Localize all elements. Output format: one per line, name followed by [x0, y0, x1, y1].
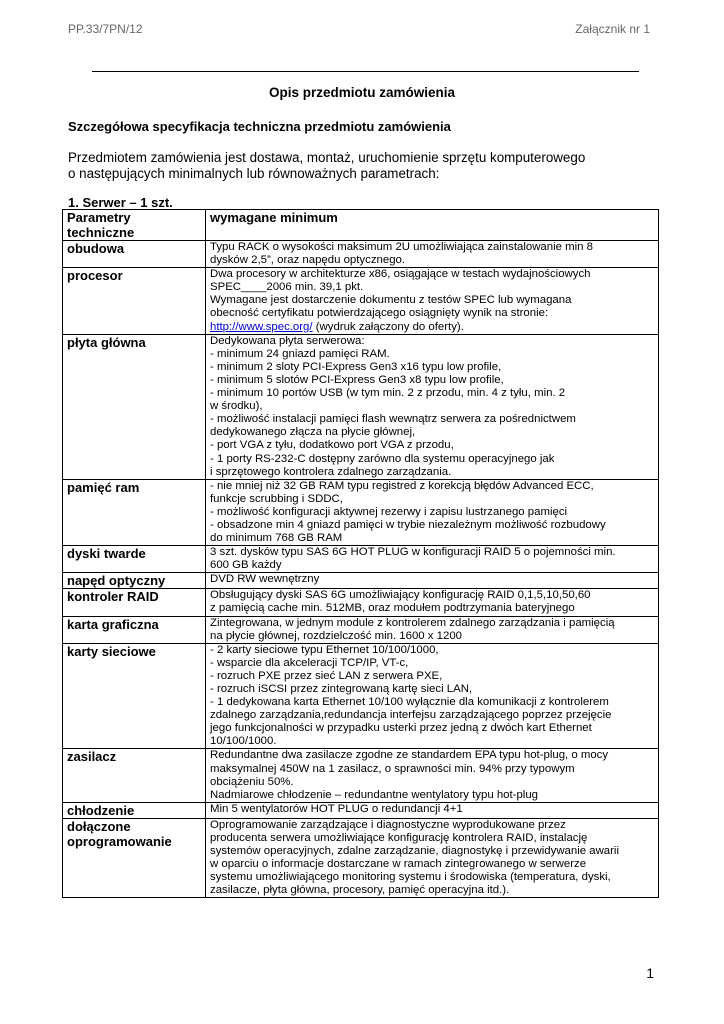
parameter-label [63, 546, 206, 573]
requirement-line: Obsługujący dyski SAS 6G umożliwiający konfigurację RAID 0,1,5,10,50,60 [210, 589, 591, 602]
requirement-line: z pamięcią cache min. 512MB, oraz modułem podtrzymania bateryjnego [210, 602, 575, 615]
table-row [63, 241, 659, 268]
parameter-label-line: pamięć ram [67, 479, 140, 495]
parameter-label-line: zasilacz [67, 749, 117, 765]
requirement-line: - port VGA z tyłu, dodatkowo port VGA z przodu, [210, 439, 454, 452]
parameter-label-line: dołączone [67, 818, 131, 834]
requirement-line: Oprogramowanie zarządzające i diagnostyczne wyprodukowane przez [210, 818, 566, 831]
requirement-line: - możliwość konfiguracji aktywnej rezerwy i zapisu lustrzanego pamięci [210, 505, 568, 518]
requirement-line: - wsparcie dla akceleracji TCP/IP, VT-c, [210, 656, 409, 669]
attachment-label: Załącznik nr 1 [575, 22, 650, 36]
requirement-line: maksymalnej 450W na 1 zasilacz, o sprawności min. 94% przy typowym [210, 762, 575, 775]
table-row [63, 802, 659, 818]
requirement-line: - minimum 24 gniazd pamięci RAM. [210, 347, 390, 360]
table-row [63, 616, 659, 643]
page-number: 1 [646, 965, 654, 981]
requirement-line: na płycie głównej, rozdzielczość min. 1600 x 1200 [210, 629, 462, 642]
parameter-label-line: płyta główna [67, 334, 146, 350]
parameter-label-line: procesor [67, 268, 123, 284]
requirement-description [206, 334, 659, 479]
requirement-line: jego funkcjonalności w przypadku usterki przez jedną z dwóch kart Ethernet [210, 722, 592, 735]
parameter-label-line: kontroler RAID [67, 589, 159, 605]
requirement-line: - 1 dedykowana karta Ethernet 10/100 wyłącznie dla komunikacji z kontrolerem [210, 696, 609, 709]
requirement-line: 10/100/1000. [210, 735, 277, 748]
requirement-line: w oparciu o informacje dostarczane w ramach zintegrowanego w serwerze [210, 858, 587, 871]
page-title: Opis przedmiotu zamówienia [268, 85, 456, 100]
requirement-description [206, 241, 659, 268]
requirement-line: 3 szt. dysków typu SAS 6G HOT PLUG w konfiguracji RAID 5 o pojemności min. [210, 546, 616, 559]
parameter-label [63, 573, 206, 589]
requirement-line: systemu umożliwiającego monitoring systemu i środowiska (temperatura, dyski, [210, 871, 611, 884]
requirement-description [206, 589, 659, 616]
requirement-description [206, 546, 659, 573]
requirement-line: SPEC____2006 min. 39,1 pkt. [210, 281, 364, 294]
requirement-line: - 2 karty sieciowe typu Ethernet 10/100/1000, [210, 643, 439, 656]
parameter-label [63, 589, 206, 616]
table-row [63, 268, 659, 334]
parameter-label [63, 616, 206, 643]
parameter-label-line: dyski twarde [67, 546, 146, 562]
column-header-minimum: wymagane minimum [206, 210, 659, 241]
table-row [63, 749, 659, 802]
parameter-label-line: karta graficzna [67, 616, 159, 632]
requirement-line: w środku), [210, 400, 263, 413]
requirement-line: Min 5 wentylatorów HOT PLUG o redundancji 4+1 [210, 802, 463, 815]
header-line: Parametry [67, 210, 131, 225]
requirement-description [206, 749, 659, 802]
header-line: techniczne [67, 225, 135, 240]
intro-line: o następujących minimalnych lub równoważnych parametrach: [68, 166, 440, 181]
table-row [63, 818, 659, 898]
requirement-line: - minimum 5 slotów PCI-Express Gen3 x8 typu low profile, [210, 373, 504, 386]
requirement-line: - minimum 2 sloty PCI-Express Gen3 x16 typu low profile, [210, 360, 502, 373]
intro-line: Przedmiotem zamówienia jest dostawa, montaż, uruchomienie sprzętu komputerowego [68, 150, 586, 165]
requirement-line: do minimum 768 GB RAM [210, 532, 343, 545]
requirement-line: Redundantne dwa zasilacze zgodne ze standardem EPA typu hot-plug, o mocy [210, 749, 609, 762]
parameter-label [63, 334, 206, 479]
table-row [63, 546, 659, 573]
requirement-line: obciążeniu 50%. [210, 775, 294, 788]
requirement-description [206, 479, 659, 545]
parameter-label [63, 802, 206, 818]
document-reference: PP.33/7PN/12 [68, 22, 143, 36]
parameter-label [63, 268, 206, 334]
parameter-label [63, 643, 206, 749]
intro-paragraph [68, 150, 668, 182]
section-heading: 1. Serwer – 1 szt. [68, 195, 173, 210]
requirement-line [210, 321, 655, 334]
requirement-line: i sprzętowego kontrolera zdalnego zarządzania. [210, 465, 452, 478]
requirement-line: Dedykowana płyta serwerowa: [210, 334, 365, 347]
requirement-description [206, 573, 659, 589]
parameter-label-line: napęd optyczny [67, 573, 166, 589]
page-subtitle: Szczegółowa specyfikacja techniczna przedmiotu zamówienia [68, 119, 451, 134]
requirement-line: Dwa procesory w architekturze x86, osiągające w testach wydajnościowych [210, 268, 591, 281]
parameter-label-line: oprogramowanie [67, 833, 172, 849]
table-row [63, 643, 659, 749]
requirement-line: dysków 2,5”, oraz napędu optycznego. [210, 254, 406, 267]
requirement-line: Wymagane jest dostarczenie dokumentu z testów SPEC lub wymagana [210, 294, 572, 307]
requirement-description [206, 616, 659, 643]
parameter-label [63, 241, 206, 268]
column-header-parameters [63, 210, 206, 241]
requirement-line: - 1 porty RS-232-C dostępny zarówno dla systemu operacyjnego jak [210, 452, 555, 465]
parameter-label [63, 749, 206, 802]
parameter-label [63, 818, 206, 898]
requirement-line: - nie mniej niż 32 GB RAM typu registred z korekcją błędów Advanced ECC, [210, 479, 594, 492]
requirement-description [206, 643, 659, 749]
parameter-label-line: obudowa [67, 241, 125, 256]
requirement-line: Typu RACK o wysokości maksimum 2U umożliwiająca zainstalowanie min 8 [210, 241, 593, 253]
requirement-line: producenta serwera umożliwiające konfigurację kontrolera RAID, instalację [210, 831, 588, 844]
requirement-line: - rozruch iSCSI przez zintegrowaną kartę sieci LAN, [210, 683, 473, 695]
requirement-line: - obsadzone min 4 gniazd pamięci w trybie niezależnym możliwość rozbudowy [210, 518, 606, 531]
requirement-line: 600 GB każdy [210, 559, 282, 572]
requirement-description [206, 802, 659, 818]
requirement-line: - rozruch PXE przez sieć LAN z serwera PXE, [210, 669, 443, 682]
requirement-line: dedykowanego złącza na płycie głównej, [210, 426, 416, 439]
parameter-label-line: chłodzenie [67, 802, 135, 818]
table-row [63, 479, 659, 545]
requirement-line: zasilacze, płyta główna, procesory, pamięć operacyjna itd.). [210, 884, 510, 897]
requirement-line: - minimum 10 portów USB (w tym min. 2 z przodu, min. 4 z tyłu, min. 2 [210, 387, 566, 400]
link-suffix: (wydruk załączony do oferty). [312, 320, 464, 333]
header-divider [92, 71, 639, 72]
requirement-line: DVD RW wewnętrzny [210, 573, 320, 586]
requirement-line: systemów operacyjnych, zdalne zarządzanie, diagnostykę i przewidywanie awarii [210, 845, 619, 858]
requirement-description [206, 818, 659, 898]
spec-table [62, 209, 659, 898]
parameter-label-line: karty sieciowe [67, 643, 156, 659]
requirement-line: funkcje scrubbing i SDDC, [210, 492, 343, 505]
requirement-line: Zintegrowana, w jednym module z kontrolerem zdalnego zarządzania i pamięcią [210, 616, 615, 629]
table-header-row [63, 210, 659, 241]
table-row [63, 589, 659, 616]
requirement-line: - możliwość instalacji pamięci flash wewnątrz serwera za pośrednictwem [210, 413, 576, 426]
requirement-description [206, 268, 659, 334]
table-row [63, 334, 659, 479]
requirement-line: Nadmiarowe chłodzenie – redundantne wentylatory typu hot-plug [210, 788, 538, 801]
requirement-line: zdalnego zarządzania,redundancja interfejsu zarządzającego poprzez przejęcie [210, 709, 612, 722]
table-row [63, 573, 659, 589]
requirement-line: obecność certyfikatu potwierdzającego osiągnięty wynik na stronie: [210, 307, 549, 320]
spec-website-link[interactable]: http://www.spec.org/ [210, 320, 313, 333]
parameter-label [63, 479, 206, 545]
